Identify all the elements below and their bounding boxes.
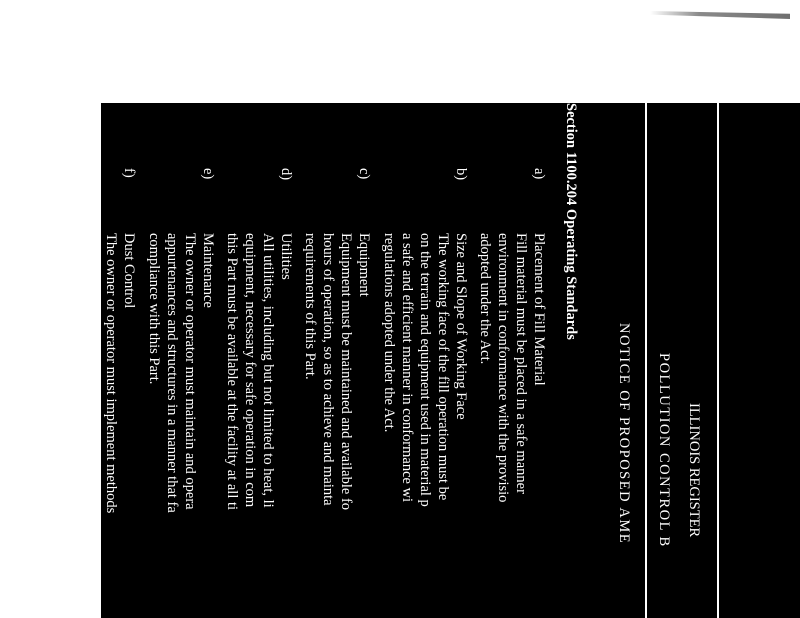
- item-text-line: Fill material must be placed in a safe manner: [513, 233, 529, 494]
- item-marker: d): [278, 168, 294, 181]
- item-text-line: a safe and efficient manner in conformance wi: [399, 233, 415, 503]
- item-heading: Size and Slope of Working Face: [453, 233, 469, 420]
- item-text-line: regulations adopted under the Act.: [381, 233, 397, 433]
- item-text-line: equipment, necessary for safe operation in com: [242, 233, 258, 508]
- item-text-line: The working face of the fill operation must be: [435, 233, 451, 501]
- scanned-page: [8, 103, 800, 618]
- item-text-line: adopted under the Act.: [477, 233, 493, 365]
- item-text-line: on the terrain and equipment used in material p: [417, 233, 433, 507]
- item-heading: Utilities: [278, 233, 294, 280]
- item-text-line: this Part must be available at the facility at all ti: [224, 233, 240, 511]
- header-divider: [645, 103, 647, 618]
- board-title: POLLUTION CONTROL B: [656, 353, 672, 548]
- item-text-line: Equipment must be maintained and available fo: [338, 233, 354, 511]
- item-text-line: compliance with this Part.: [146, 233, 162, 385]
- item-marker: g): [62, 168, 78, 181]
- item-text-line: minimize off-site wind dispersal of particulate m: [85, 233, 101, 517]
- item-heading: Maintenance: [200, 233, 216, 308]
- register-title: ILLINOIS REGISTER: [686, 403, 702, 538]
- item-text-line: The owner or operator must implement methods: [103, 233, 119, 514]
- item-marker: c): [356, 168, 372, 180]
- item-text-line: The owner or operator must maintain and opera: [182, 233, 198, 510]
- item-text-line: The facility must be designed, constructed, and m: [44, 233, 60, 522]
- item-text-line: hours of operation, so as to achieve and mainta: [320, 233, 336, 506]
- item-heading: Equipment: [356, 233, 372, 297]
- item-heading: Dust Control: [121, 233, 137, 309]
- item-text-line: requirements of this Part.: [302, 233, 318, 380]
- item-text-line: contribute to a violation of the Board's noise regu: [8, 233, 24, 520]
- item-heading: Placement of Fill Material: [531, 233, 547, 386]
- item-heading: Noise Control: [62, 233, 78, 315]
- notice-title: NOTICE OF PROPOSED AME: [616, 323, 632, 545]
- item-marker: b): [453, 168, 469, 181]
- rotated-document: [8, 103, 731, 618]
- item-text-line: environment in conformance with the provisio: [495, 233, 511, 503]
- header-rule: [717, 103, 719, 618]
- item-marker: e): [200, 168, 216, 180]
- item-marker: a): [531, 168, 547, 180]
- scan-edge-streak: [650, 11, 790, 19]
- item-text-line: of equipment noise audible outside the site. The: [26, 233, 42, 511]
- item-text-line: All utilities, including but not limited to heat, li: [260, 233, 276, 508]
- item-marker: f): [121, 168, 137, 178]
- section-heading: Section 1100.204 Operating Standards: [563, 103, 579, 340]
- item-text-line: appurtenances and structures in a manner that fa: [164, 233, 180, 513]
